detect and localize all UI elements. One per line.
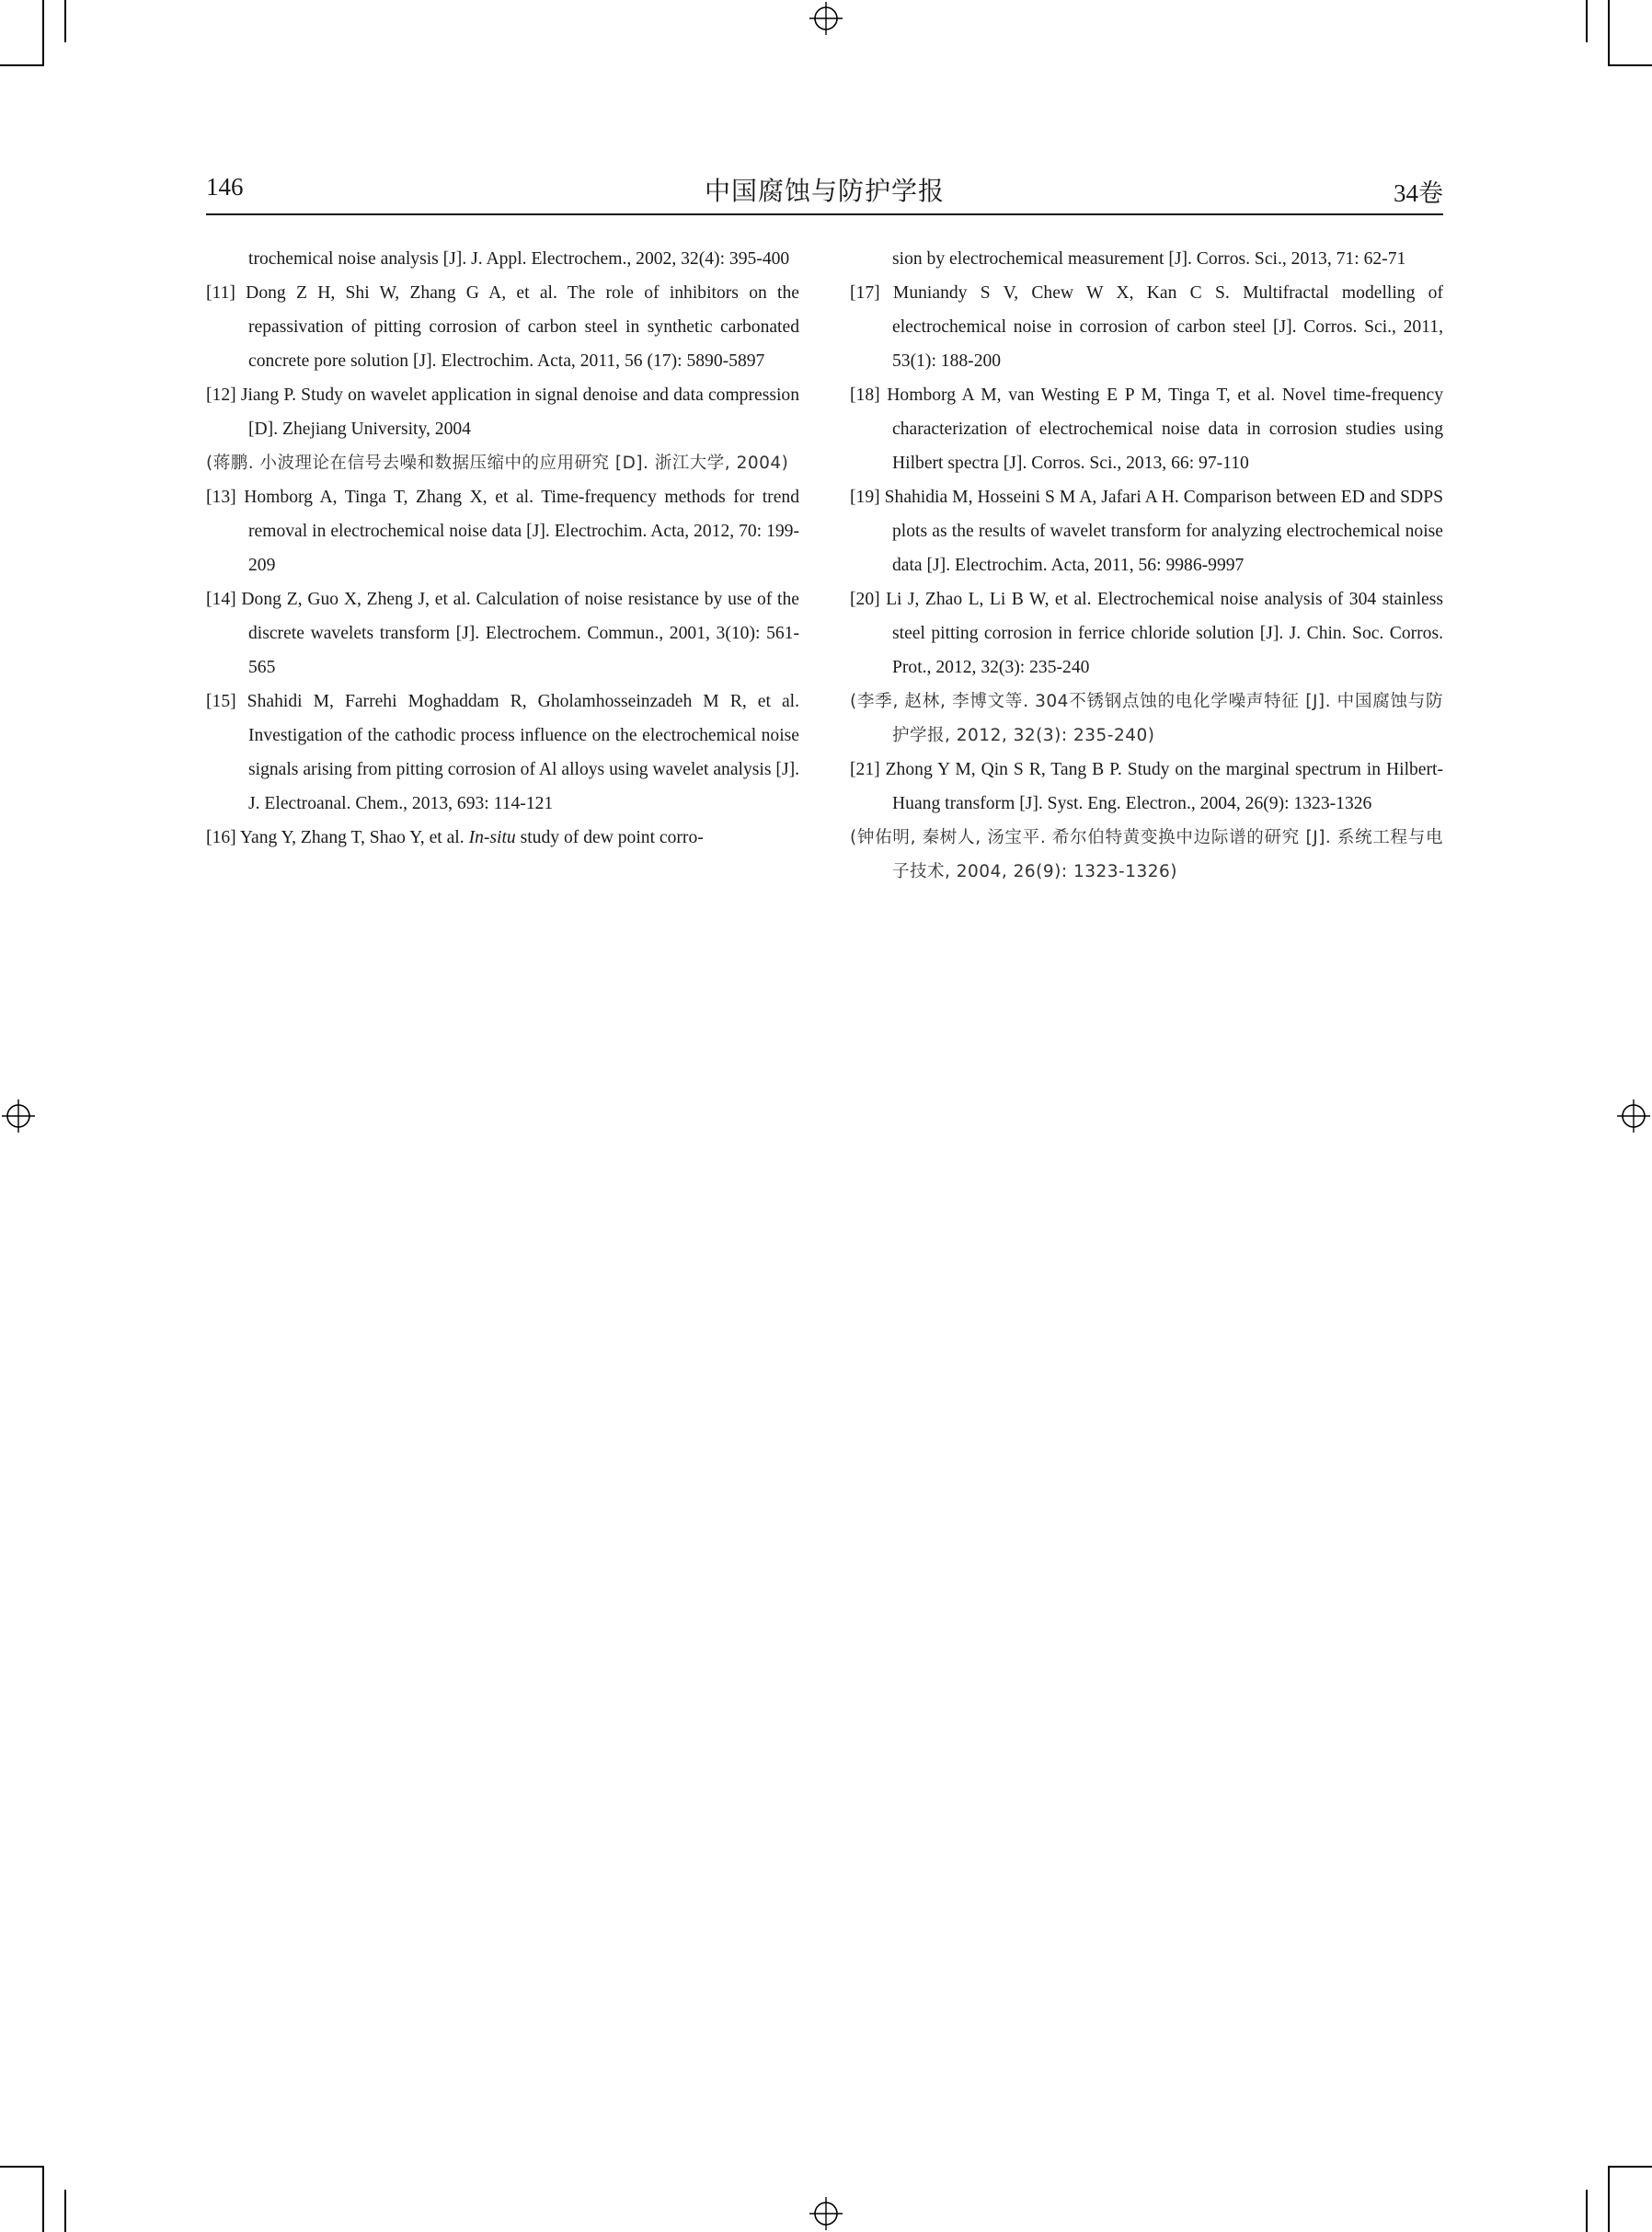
volume-label: 34卷 [1394,179,1443,207]
registration-mark-right [1617,1099,1650,1133]
reference-continuation: trochemical noise analysis [J]. J. Appl. Electrochem., 2002, 32(4): 395-400 [248,249,790,269]
crop-mark [42,2166,44,2232]
registration-mark-left [2,1099,35,1133]
reference-continuation: sion by electrochemical measurement [J]. Corros. Sci., 2013, 71: 62-71 [892,249,1406,269]
registration-mark-bottom [809,2197,843,2230]
reference-entry [206,821,799,855]
crop-mark [0,64,44,66]
crop-mark [1608,2166,1652,2168]
reference-column-right [850,242,1443,889]
reference-entry: [19] Shahidia M, Hosseini S M A, Jafari A H. Comparison between ED and SDPS plots as the results of wavelet transform for analyzing electrochemical noise data [J]. Electrochim. Acta, 2011, 56: 9986-9997 [850,488,1443,575]
registration-mark-top [809,2,843,35]
reference-entry: [13] Homborg A, Tinga T, Zhang X, et al. Time-frequency methods for trend removal in electrochemical noise data [J]. Electrochim. Acta, 2012, 70: 199-209 [206,488,799,575]
crop-mark [64,0,66,42]
crop-mark [1608,2166,1610,2232]
reference-entry: [18] Homborg A M, van Westing E P M, Tinga T, et al. Novel time-frequency characterization of electrochemical noise data in corrosion studies using Hilbert spectra [J]. Corros. Sci., 2013, 66: 97-110 [850,385,1443,473]
reference-entry [850,753,1443,889]
crop-mark [1608,0,1610,66]
reference-column-left [206,242,799,855]
reference-text: [21] Zhong Y M, Qin S R, Tang B P. Study on the marginal spectrum in Hilbert- Huang transform [J]. Syst. Eng. Electron., 2004, 26(9): 1323-1326 [850,760,1443,813]
running-head [206,166,1443,210]
reference-entry: [14] Dong Z, Guo X, Zheng J, et al. Calculation of noise resistance by use of the discrete wavelets transform [J]. Electrochem. Commun., 2001, 3(10): 561-565 [206,590,799,677]
reference-text: [12] Jiang P. Study on wavelet application in signal denoise and data compression [D]. Zhejiang University, 2004 [206,385,799,439]
reference-translation: (蒋鹏. 小波理论在信号去噪和数据压缩中的应用研究 [D]. 浙江大学, 2004) [206,454,789,473]
crop-mark [42,0,44,66]
reference-translation: (李季, 赵林, 李博文等. 304不锈钢点蚀的电化学噪声特征 [J]. 中国腐蚀与防护学报, 2012, 32(3): 235-240) [850,692,1443,745]
reference-italic: In-situ [468,828,516,847]
reference-text: [16] Yang Y, Zhang T, Shao Y, et al. [206,828,469,847]
journal-title: 中国腐蚀与防护学报 [704,178,945,206]
reference-text: [20] Li J, Zhao L, Li B W, et al. Electrochemical noise analysis of 304 stainless steel pitting corrosion in ferrice chloride solution [J]. J. Chin. Soc. Corros. Prot., 2012, 32(3): 235-240 [850,590,1443,677]
header-rule [206,213,1443,215]
reference-text: study of dew point corro- [515,828,704,847]
reference-translation: (钟佑明, 秦树人, 汤宝平. 希尔伯特黄变换中边际谱的研究 [J]. 系统工程与电子技术, 2004, 26(9): 1323-1326) [850,828,1443,881]
crop-mark [64,2190,66,2232]
crop-mark [0,2166,44,2168]
crop-mark [1586,2190,1588,2232]
page-number: 146 [206,173,244,201]
crop-mark [1586,0,1588,42]
reference-entry: [15] Shahidi M, Farrehi Moghaddam R, Gholamhosseinzadeh M R, et al. Investigation of the cathodic process influence on the electrochemical noise signals arising from pitting corrosion of Al alloys using wavelet analysis [J]. J. Electroanal. Chem., 2013, 693: 114-121 [206,692,799,813]
reference-entry: [11] Dong Z H, Shi W, Zhang G A, et al. The role of inhibitors on the repassivation of pitting corrosion of carbon steel in synthetic carbonated concrete pore solution [J]. Electrochim. Acta, 2011, 56 (17): 5890-5897 [206,283,799,371]
crop-mark [1608,64,1652,66]
reference-entry [206,378,799,480]
reference-entry [850,582,1443,753]
reference-entry: [17] Muniandy S V, Chew W X, Kan C S. Multifractal modelling of electrochemical noise in corrosion of carbon steel [J]. Corros. Sci., 2011, 53(1): 188-200 [850,283,1443,371]
